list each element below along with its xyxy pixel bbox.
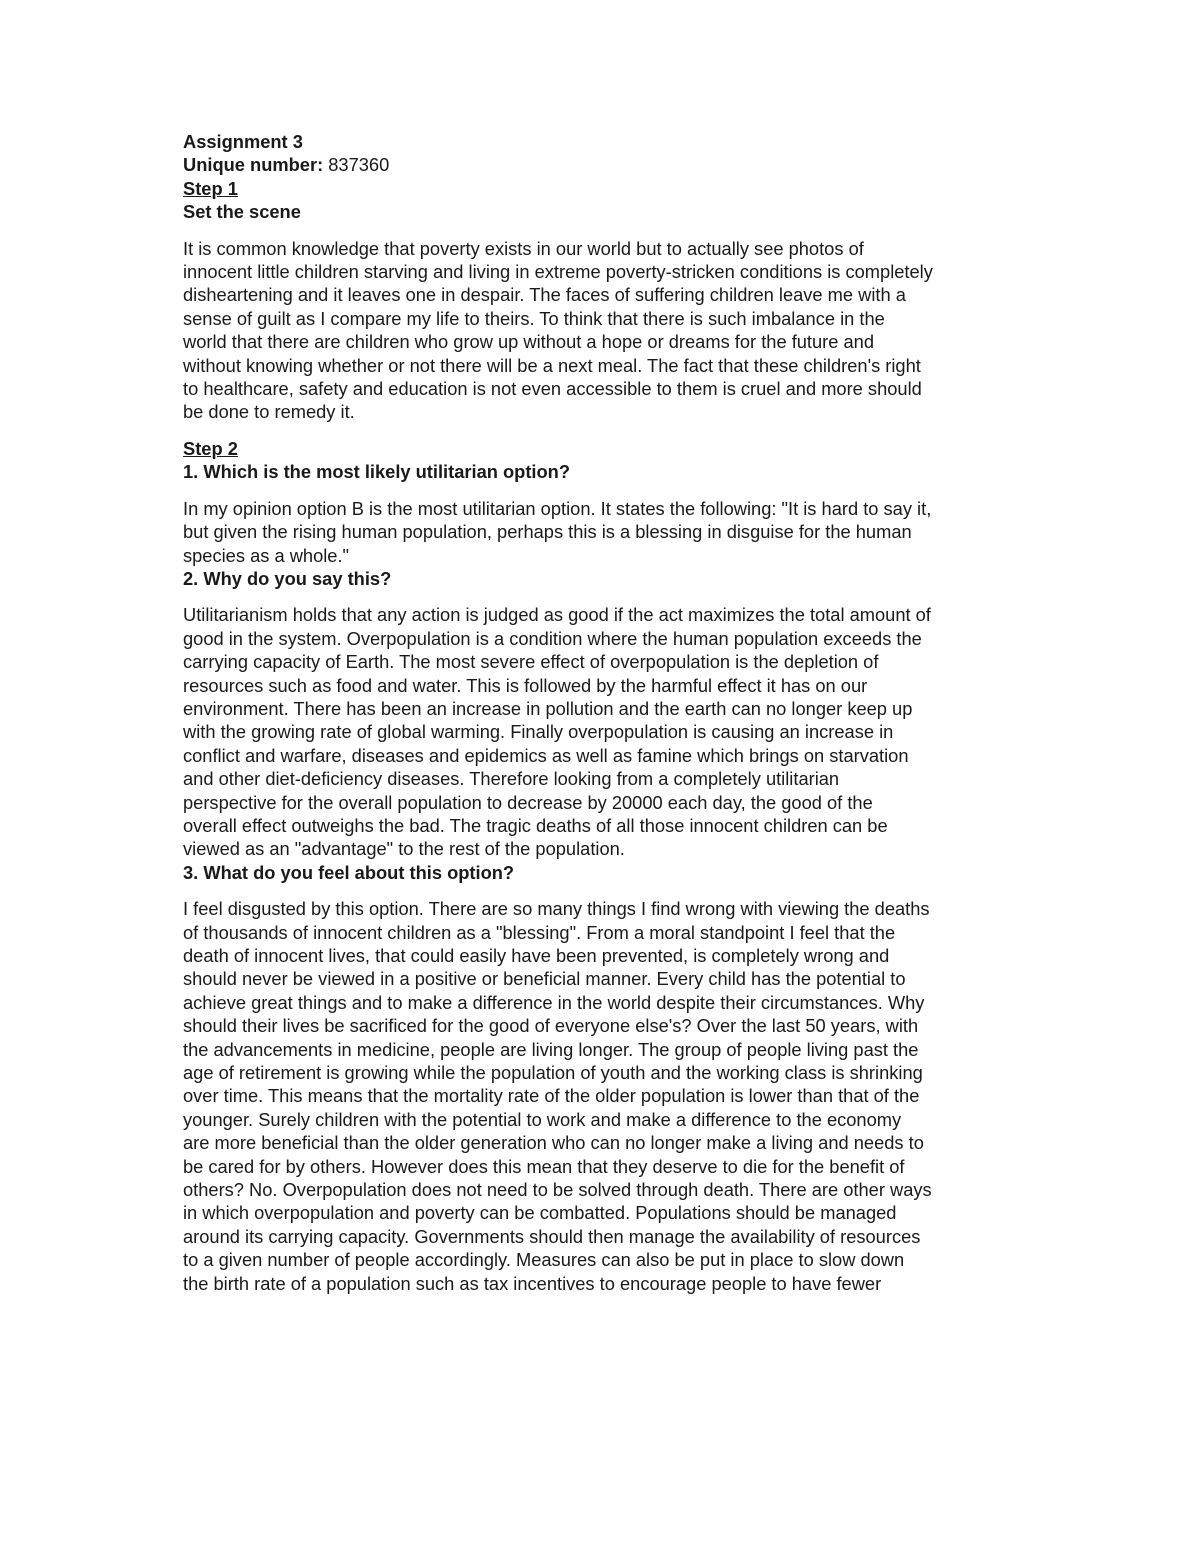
text-line: over time. This means that the mortality rate of the older population is lower than that of the [183, 1085, 920, 1107]
text-line: death of innocent lives, that could easily have been prevented, is completely wrong and [183, 945, 890, 966]
text-line: sense of guilt as I compare my life to theirs. To think that there is such imbalance in the [183, 307, 885, 329]
answer-1-paragraph [183, 497, 1023, 567]
question-1: 1. Which is the most likely utilitarian option? [183, 461, 570, 483]
text-line: world that there are children who grow up without a hope or dreams for the future and [183, 331, 875, 353]
text-line: It is common knowledge that poverty exists in our world but to actually see photos of [183, 237, 864, 259]
text-line: are more beneficial than the older generation who can no longer make a living and needs to [183, 1132, 924, 1154]
unique-number-label: Unique number: [183, 154, 324, 176]
document-page [183, 130, 1023, 1295]
text-line: viewed as an "advantage" to the rest of the population. [183, 838, 625, 860]
text-line: disheartening and it leaves one in despair. The faces of suffering children leave me with a [183, 284, 906, 306]
text-line: but given the rising human population, perhaps this is a blessing in disguise for the human [183, 521, 912, 543]
text-line: innocent little children starving and living in extreme poverty-stricken conditions is completely [183, 261, 933, 283]
text-line: resources such as food and water. This is followed by the harmful effect it has on our [183, 674, 868, 696]
text-line: species as a whole." [183, 544, 350, 566]
unique-number-value: 837360 [323, 154, 390, 176]
text-line: In my opinion option B is the most utilitarian option. It states the following: "It is hard to say it, [183, 497, 932, 519]
question-2: 2. Why do you say this? [183, 567, 392, 589]
step-2-heading: Step 2 [183, 437, 238, 459]
text-line: perspective for the overall population to decrease by 20000 each day, the good of the [183, 791, 873, 813]
unique-number [183, 153, 1023, 176]
text-line: to a given number of people accordingly. Measures can also be put in place to slow down [183, 1249, 905, 1271]
answer-3-paragraph [183, 897, 1023, 1295]
text-line: the birth rate of a population such as tax incentives to encourage people to have fewer [183, 1272, 882, 1294]
text-line: carrying capacity of Earth. The most severe effect of overpopulation is the depletion of [183, 651, 879, 673]
question-3: 3. What do you feel about this option? [183, 861, 515, 883]
text-line: be done to remedy it. [183, 401, 355, 423]
text-line: without knowing whether or not there will be a next meal. The fact that these children's right [183, 354, 921, 376]
text-line: age of retirement is growing while the population of youth and the working class is shrinking [183, 1062, 923, 1084]
step-1-heading: Step 1 [183, 177, 238, 199]
text-line: to healthcare, safety and education is not even accessible to them is cruel and more should [183, 378, 922, 400]
answer-2-paragraph [183, 603, 1023, 860]
set-the-scene-heading: Set the scene [183, 201, 301, 223]
text-line: younger. Surely children with the potential to work and make a difference to the economy [183, 1108, 902, 1130]
text-line: around its carrying capacity. Governments should then manage the availability of resources [183, 1225, 921, 1247]
text-line: conflict and warfare, diseases and epidemics as well as famine which brings on starvation [183, 744, 909, 766]
text-line: should never be viewed in a positive or beneficial manner. Every child has the potential to [183, 968, 906, 990]
step-1-paragraph [183, 237, 1023, 424]
document-title: Assignment 3 [183, 131, 303, 152]
text-line: overall effect outweighs the bad. The tragic deaths of all those innocent children can be [183, 814, 888, 836]
text-line: environment. There has been an increase in pollution and the earth can no longer keep up [183, 697, 913, 719]
text-line: of thousands of innocent children as a "blessing". From a moral standpoint I feel that the [183, 921, 896, 943]
text-line: achieve great things and to make a difference in the world despite their circumstances. Why [183, 991, 925, 1013]
text-line: in which overpopulation and poverty can be combatted. Populations should be managed [183, 1202, 897, 1224]
text-line: others? No. Overpopulation does not need to be solved through death. There are other ways [183, 1179, 932, 1201]
text-line: should their lives be sacrificed for the good of everyone else's? Over the last 50 years, with [183, 1015, 919, 1037]
text-line: I feel disgusted by this option. There are so many things I find wrong with viewing the deaths [183, 898, 930, 920]
text-line: Utilitarianism holds that any action is judged as good if the act maximizes the total amount of [183, 604, 931, 626]
text-line: good in the system. Overpopulation is a condition where the human population exceeds the [183, 627, 922, 649]
text-line: be cared for by others. However does this mean that they deserve to die for the benefit of [183, 1155, 905, 1177]
text-line: the advancements in medicine, people are living longer. The group of people living past the [183, 1038, 919, 1060]
text-line: and other diet-deficiency diseases. Therefore looking from a completely utilitarian [183, 768, 840, 790]
text-line: with the growing rate of global warming. Finally overpopulation is causing an increase in [183, 721, 894, 743]
